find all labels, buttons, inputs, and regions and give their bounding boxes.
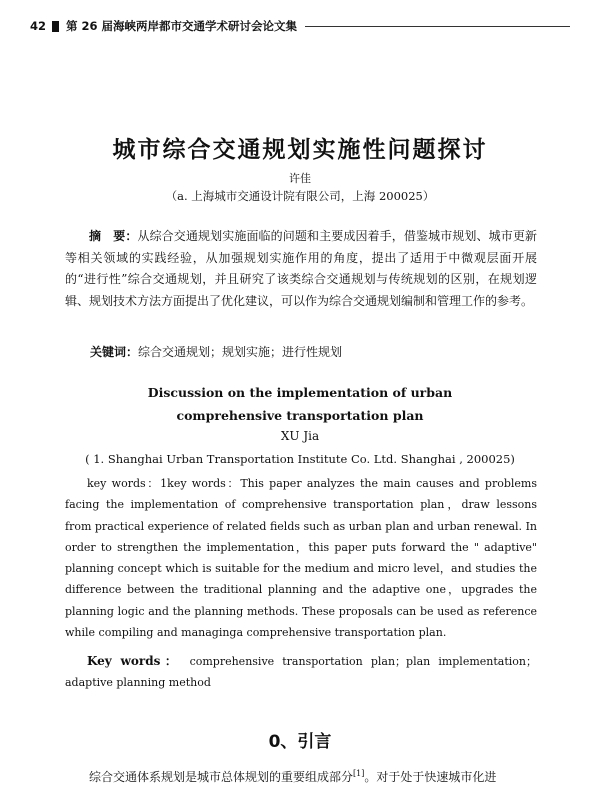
body-text-start: 综合交通体系规划是城市总体规划的重要组成部分 — [89, 770, 354, 784]
english-author: XU Jia — [280, 429, 320, 443]
english-affiliation: ( 1. Shanghai Urban Transportation Institute Co. Ltd. Shanghai , 200025) — [85, 452, 515, 466]
page-number: 42 — [30, 19, 47, 33]
header-separator-block — [52, 21, 59, 32]
abstract-cn-label: 摘 要： — [89, 229, 138, 243]
abstract-cn — [65, 226, 537, 312]
abstract-en: key words：1key words：This paper analyzes the main causes and problems facing the implementation of comprehensive transportation plan，draw lessons from practical experience of related fields such as urban plan and urban renewal. In order to strengthen the implementation，this paper puts forward the " adaptive" planning concept which is suitable for the medium and micro level，and studies the difference between the traditional planning and the adaptive one，upgrades the planning logic and the planning methods. These proposals can be used as reference while compiling and managinga comprehensive transportation plan. — [65, 477, 537, 640]
keywords-cn — [90, 342, 537, 364]
header-rule — [305, 26, 570, 27]
abstract-cn-text: 从综合交通规划实施面临的问题和主要成因着手，借鉴城市规划、城市更新等相关领域的实践经验，从加强规划实施作用的角度，提出了适用于中微观层面开展的“进行性”综合交通规划，并且研究了该类综合交通规划与传统规划的区别，在规划逻辑、规划技术方法方面提出了优化建议，可以作为综合交通规划编制和管理工作的参考。 — [65, 229, 537, 308]
section-heading: 0、引言 — [268, 732, 332, 752]
paper-title: 城市综合交通规划实施性问题探讨 — [112, 137, 488, 163]
english-title-line1: Discussion on the implementation of urban — [147, 385, 453, 400]
keywords-en-text: comprehensive transportation plan；plan implementation；adaptive planning method — [65, 655, 537, 690]
english-title-line2: comprehensive transportation plan — [176, 408, 424, 423]
keywords-en-label: Key words： — [87, 654, 182, 668]
journal-name: 第 26 届海峡两岸都市交通学术研讨会论文集 — [66, 19, 298, 33]
body-paragraph — [65, 764, 545, 787]
author-name: 许佳 — [289, 172, 311, 185]
citation-ref: [1] — [353, 769, 365, 778]
keywords-en — [65, 651, 537, 694]
keywords-cn-text: 综合交通规划；规划实施；进行性规划 — [138, 345, 343, 359]
running-header — [30, 16, 570, 36]
body-text-end: 。对于处于快速城市化进 — [364, 770, 497, 784]
author-affiliation: （a. 上海城市交通设计院有限公司，上海 200025） — [165, 189, 435, 203]
keywords-cn-label: 关键词： — [90, 345, 139, 359]
